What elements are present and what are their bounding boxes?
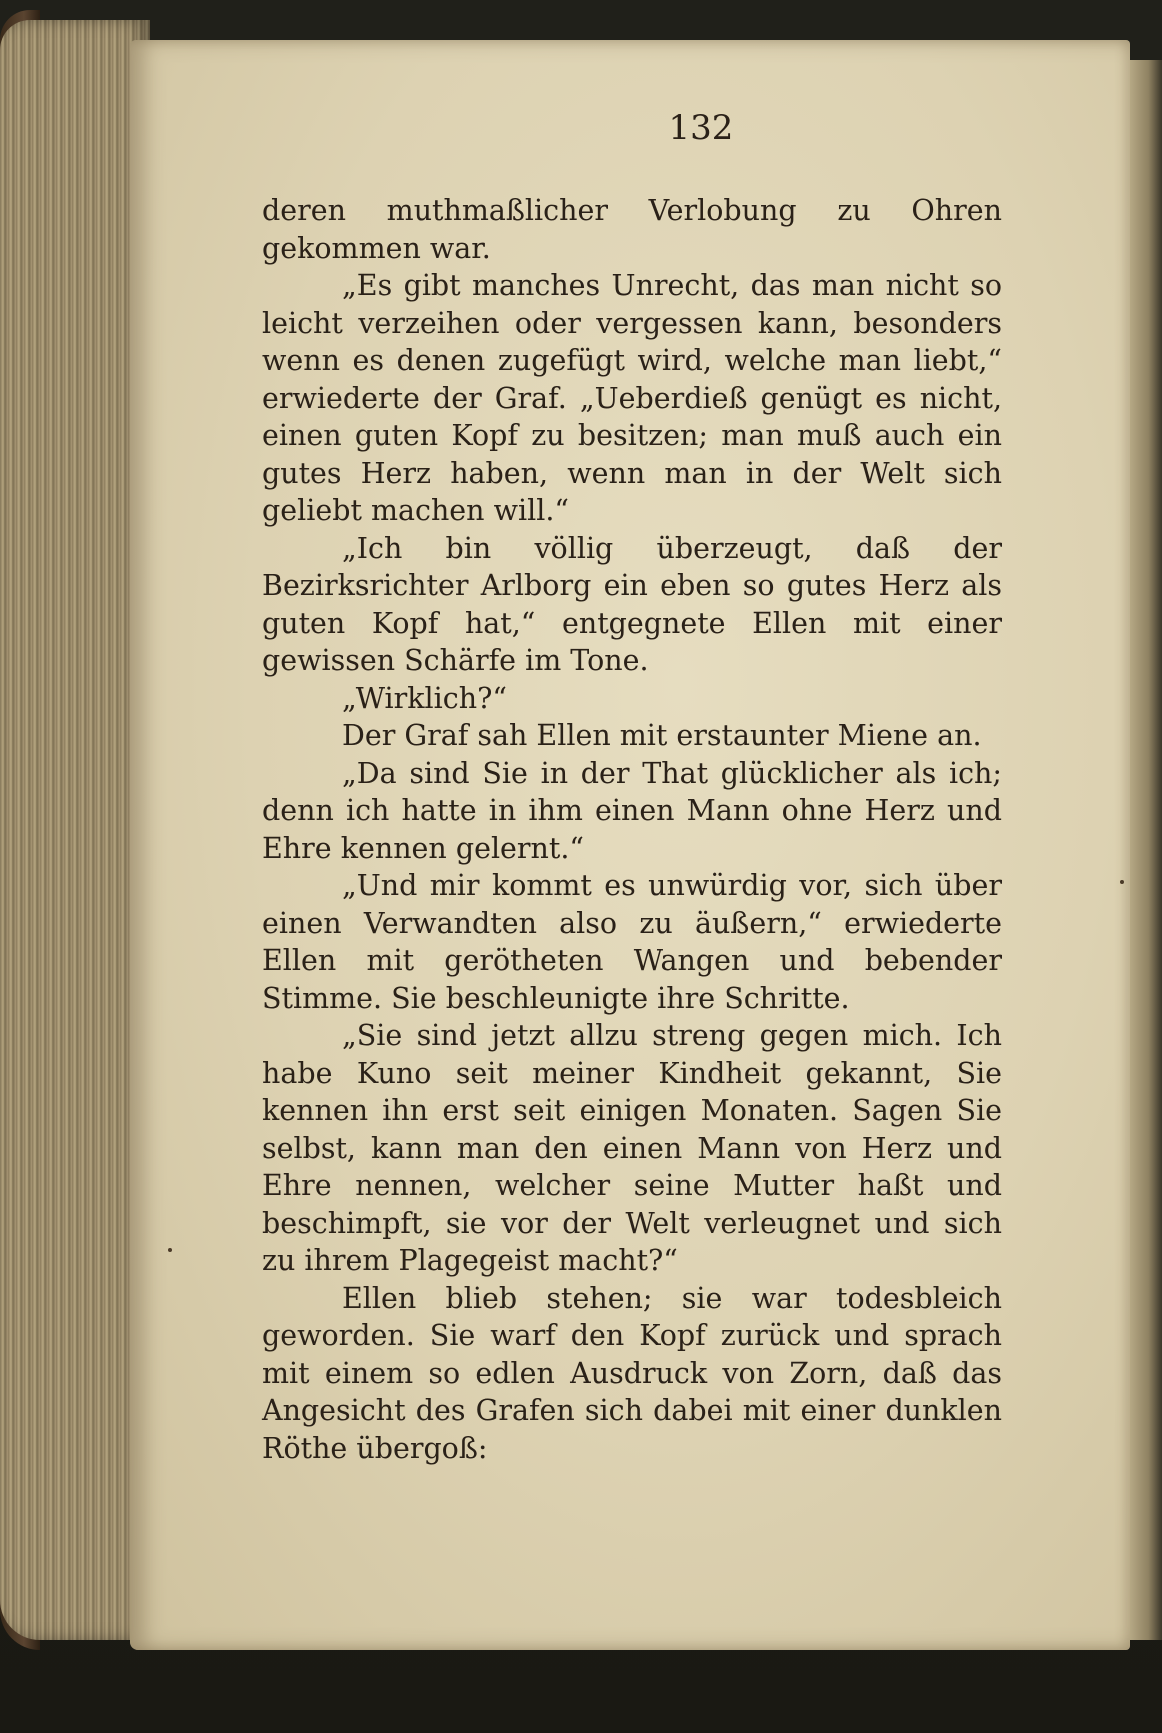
paragraph-4: „Wirklich?“	[342, 681, 507, 715]
body-text	[262, 192, 1002, 1467]
ink-speck	[1120, 880, 1124, 884]
paragraph-9: Ellen blieb stehen; sie war todesbleich geworden. Sie warf den Kopf zurück und sprach mit einem so edlen Ausdruck von Zorn, daß das Angesicht des Grafen sich dabei mit einer dunklen Röthe übergoß:	[262, 1281, 1002, 1465]
page-stack-edge	[0, 20, 150, 1640]
page-number: 132	[668, 108, 734, 148]
paragraph-7: „Und mir kommt es unwürdig vor, sich über einen Verwandten also zu äußern,“ erwiederte Ellen mit gerötheten Wangen und bebender Stimme. Sie beschleunigte ihre Schritte.	[262, 869, 1002, 1015]
paragraph-1: deren muthmaßlicher Verlobung zu Ohren gekommen war.	[262, 194, 1002, 265]
paragraph-2: „Es gibt manches Unrecht, das man nicht so leicht verzeihen oder vergessen kann, besonders wenn es denen zugefügt wird, welche man liebt,“ erwiederte der Graf. „Ueberdieß genügt es nicht, einen guten Kopf zu besitzen; man muß auch ein gutes Herz haben, wenn man in der Welt sich geliebt machen will.“	[262, 269, 1002, 527]
facing-page-edge	[1128, 60, 1162, 1640]
paragraph-5: Der Graf sah Ellen mit erstaunter Miene an.	[342, 719, 982, 752]
paragraph-8: „Sie sind jetzt allzu streng gegen mich. Ich habe Kuno seit meiner Kindheit gekannt, Sie kennen ihn erst seit einigen Monaten. Sagen Sie selbst, kann man den einen Mann von Herz und Ehre nennen, welcher seine Mutter haßt und beschimpft, sie vor der Welt verleugnet und sich zu ihrem Plagegeist macht?“	[262, 1019, 1002, 1277]
paragraph-6: „Da sind Sie in der That glücklicher als ich; denn ich hatte in ihm einen Mann ohne Herz und Ehre kennen gelernt.“	[262, 756, 1002, 865]
ink-speck	[168, 1248, 172, 1252]
paragraph-3: „Ich bin völlig überzeugt, daß der Bezirksrichter Arlborg ein eben so gutes Herz als guten Kopf hat,“ entgegnete Ellen mit einer gewissen Schärfe im Tone.	[262, 531, 1002, 677]
